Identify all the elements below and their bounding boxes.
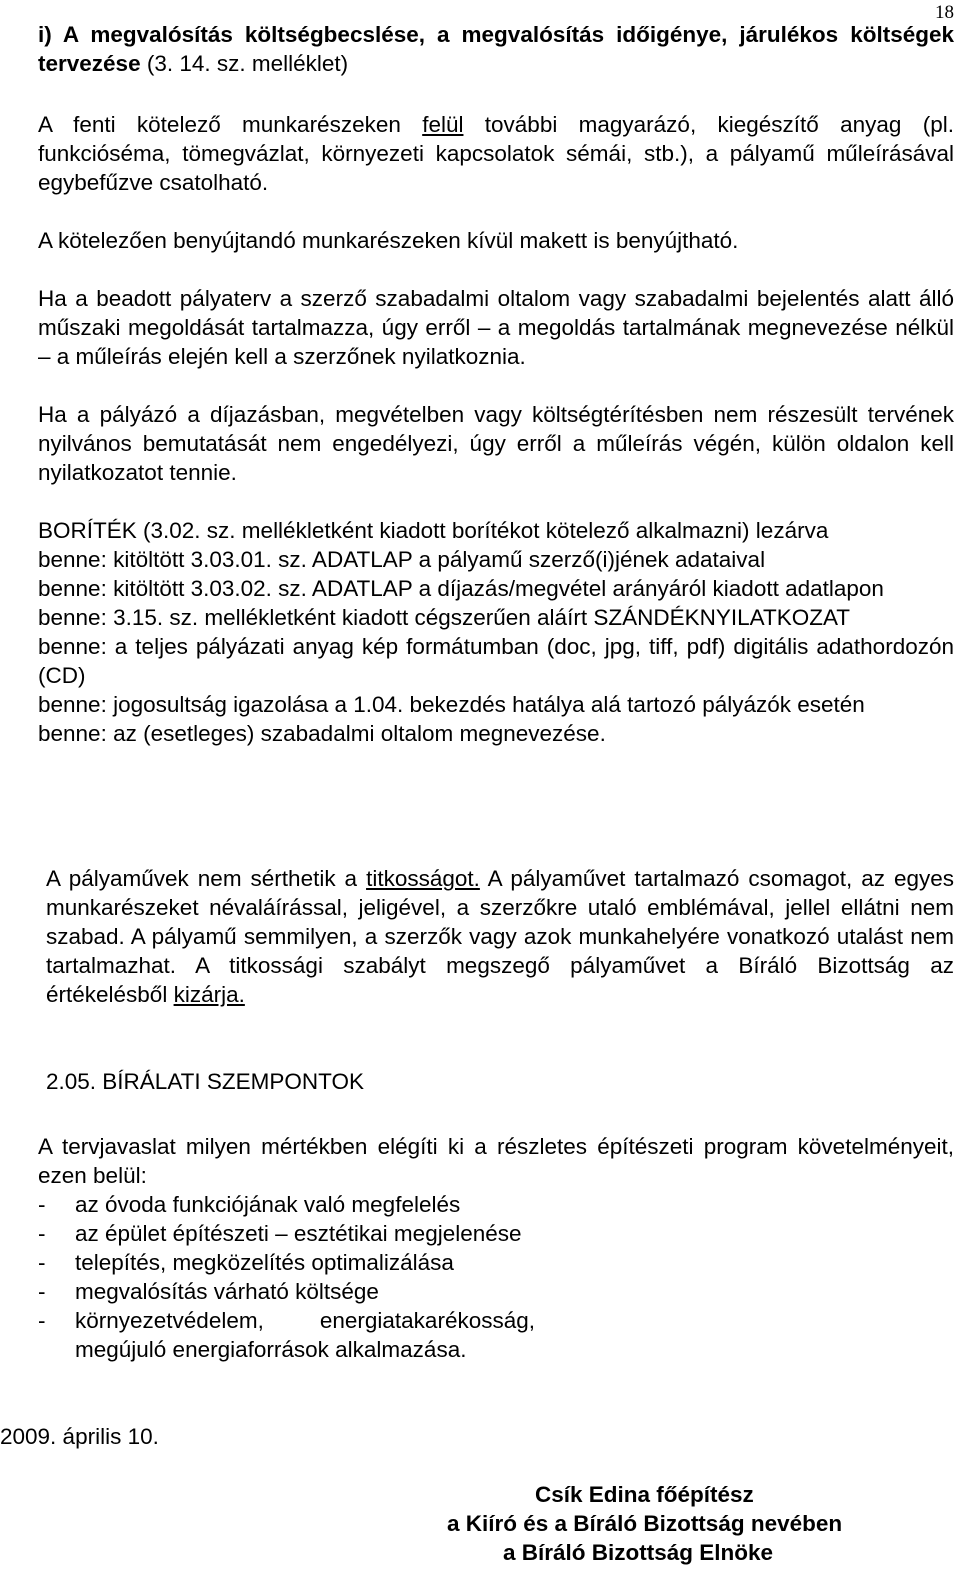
- envelope-line: benne: az (esetleges) szabadalmi oltalom megnevezése.: [38, 721, 606, 746]
- underlined-text: titkosságot.: [366, 866, 480, 891]
- text-run: további magyarázó, kiegészítő anyag (pl. funkcióséma, tömegvázlat, környezeti kapcsolatok sémái, stb.), a pályamű műleírásával egybefűzve csatolható.: [38, 112, 955, 195]
- text-run: A pályaművet tartalmazó csomagot, az egyes munkarészeket névaláírással, jeligével, a szerzőkre utaló emblémával, jellel ellátni nem szabad. A pályamű semmilyen, a szerzők vagy azok munkahelyére vonatkozó utalást nem tartalmazhat. A titkossági szabályt megszegő pályaművet a Bíráló Bizottság az értékelésből: [46, 866, 954, 1007]
- signature-role: a Kiíró és a Bíráló Bizottság nevében: [447, 1511, 843, 1536]
- list-item: - az épület építészeti – esztétikai megjelenése: [38, 1219, 954, 1248]
- text-run: A fenti kötelező munkarészeken: [38, 112, 423, 137]
- paragraph-extra-material: [38, 110, 954, 197]
- paragraph-makett: A kötelezően benyújtandó munkarészeken kívül makett is benyújtható.: [38, 228, 739, 253]
- paragraph-patent: Ha a beadott pályaterv a szerző szabadalmi oltalom vagy szabadalmi bejelentés alatt álló műszaki megoldását tartalmazza, úgy erről – a megoldás tartalmának megnevezése nélkül – a műleírás elején kell a szerzőnek nyilatkoznia.: [38, 286, 954, 369]
- envelope-line: benne: a teljes pályázati anyag kép formátumban (doc, jpg, tiff, pdf) digitális adathordozón (CD): [38, 634, 954, 688]
- text-run: A pályaművek nem sérthetik a: [46, 866, 367, 891]
- list-item: - környezetvédelem, energiatakarékosság, megújuló energiaforrások alkalmazása.: [38, 1306, 535, 1364]
- signature-title: a Bíráló Bizottság Elnöke: [503, 1540, 774, 1565]
- criteria-list: [38, 1190, 954, 1364]
- envelope-contents: [38, 516, 954, 748]
- list-item: - az óvoda funkciójának való megfelelés: [38, 1190, 954, 1219]
- underlined-text: felül: [422, 112, 464, 137]
- envelope-line: benne: kitöltött 3.03.02. sz. ADATLAP a díjazás/megvétel arányáról kiadott adatlapon: [38, 576, 884, 601]
- list-item: - telepítés, megközelítés optimalizálása: [38, 1248, 954, 1277]
- section-i-heading: [38, 20, 954, 78]
- envelope-line: BORÍTÉK (3.02. sz. mellékletként kiadott borítékot kötelező alkalmazni) lezárva: [38, 518, 829, 543]
- envelope-line: benne: kitöltött 3.03.01. sz. ADATLAP a pályamű szerző(i)jének adataival: [38, 547, 766, 572]
- list-item: - megvalósítás várható költsége: [38, 1277, 954, 1306]
- paragraph-publication-consent: Ha a pályázó a díjazásban, megvételben vagy költségtérítésben nem részesült tervének nyilvános bemutatását nem engedélyezi, úgy erről a műleírás végén, külön oldalon kell nyilatkozatot tennie.: [38, 402, 954, 485]
- date: 2009. április 10.: [0, 1424, 159, 1449]
- evaluation-criteria: [38, 1132, 954, 1364]
- section-i-title: i) A megvalósítás költségbecslése, a megvalósítás időigénye, járulékos költségek tervezése: [38, 22, 954, 76]
- page-number: 18: [935, 2, 954, 23]
- criteria-intro: A tervjavaslat milyen mértékben elégíti ki a részletes építészeti program követelményeit, ezen belül:: [38, 1134, 954, 1188]
- section-205-heading: 2.05. BÍRÁLATI SZEMPONTOK: [46, 1069, 365, 1094]
- signature-name: Csík Edina főépítész: [535, 1482, 754, 1507]
- signature-block: [0, 1480, 960, 1567]
- paragraph-anonymity: [46, 864, 954, 1009]
- underlined-text: kizárja.: [173, 982, 245, 1007]
- section-i-reference: (3. 14. sz. melléklet): [140, 51, 349, 76]
- envelope-line: benne: jogosultság igazolása a 1.04. bekezdés hatálya alá tartozó pályázók esetén: [38, 692, 865, 717]
- envelope-line: benne: 3.15. sz. mellékletként kiadott cégszerűen aláírt SZÁNDÉKNYILATKOZAT: [38, 605, 851, 630]
